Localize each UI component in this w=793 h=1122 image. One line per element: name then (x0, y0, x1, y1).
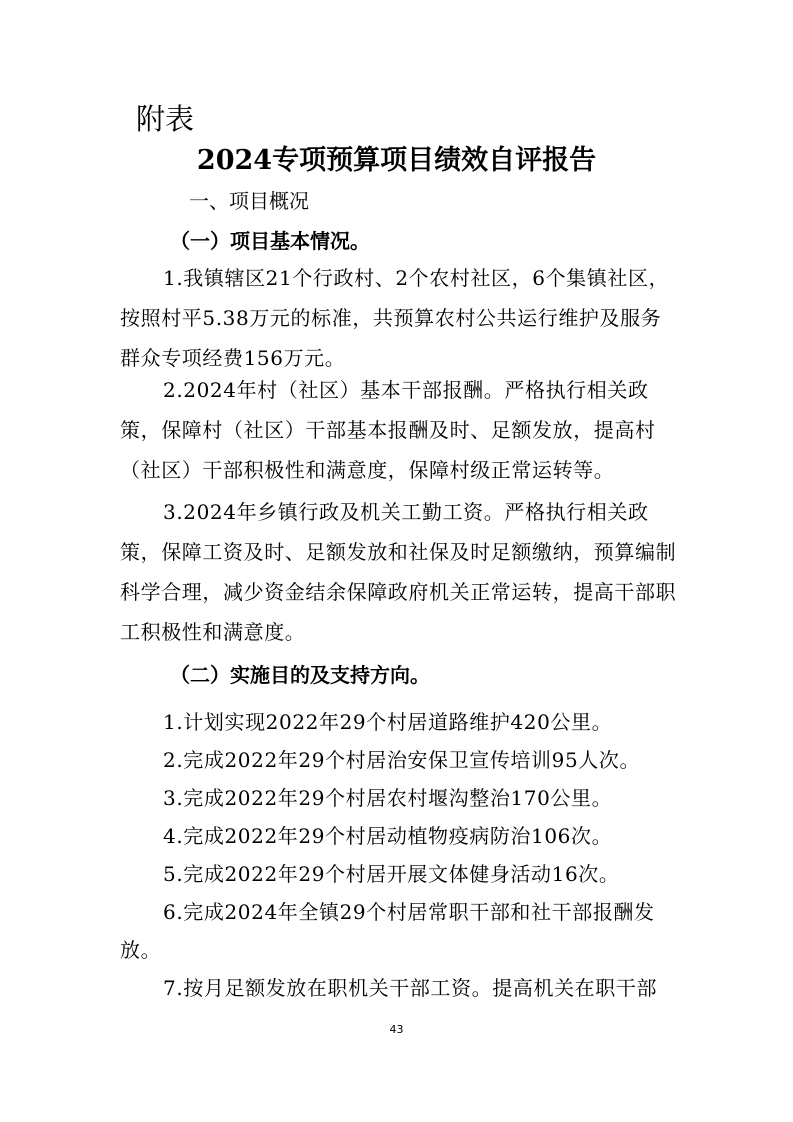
paragraph-2: 2.2024年村（社区）基本干部报酬。严格执行相关政策，保障村（社区）干部基本报酬及时、足额发放，提高村（社区）干部积极性和满意度，保障村级正常运转等。 (120, 378, 656, 482)
paragraph-1: 1.我镇辖区21个行政村、2个农村社区，6个集镇社区，按照村平5.38万元的标准，共预算农村公共运行维护及服务群众专项经费156万元。 (120, 266, 670, 370)
list-item: 1.计划实现2022年29个村居道路维护420公里。 (163, 710, 613, 734)
list-item: 7.按月足额发放在职机关干部工资。提高机关在职干部 (163, 976, 658, 1000)
paragraph-3: 3.2024年乡镇行政及机关工勤工资。严格执行相关政策，保障工资及时、足额发放和社保及时足额缴纳，预算编制科学合理，减少资金结余保障政府机关正常运转，提高干部职工积极性和满意度。 (120, 500, 677, 644)
subsection-heading-basic-info: （一）项目基本情况。 (170, 229, 370, 253)
attachment-label: 附表 (136, 102, 195, 136)
section-heading-overview: 一、项目概况 (189, 189, 309, 213)
list-item: 3.完成2022年29个村居农村堰沟整治170公里。 (163, 786, 613, 810)
list-item: 5.完成2022年29个村居开展文体健身活动16次。 (163, 862, 620, 886)
list-item: 6.完成2024年全镇29个村居常职干部和社干部报酬发放。 (120, 900, 655, 962)
list-item: 4.完成2022年29个村居动植物疫病防治106次。 (163, 824, 613, 848)
list-item: 2.完成2022年29个村居治安保卫宣传培训95人次。 (163, 748, 641, 772)
subsection-heading-purpose: （二）实施目的及支持方向。 (170, 663, 430, 687)
report-title: 2024专项预算项目绩效自评报告 (196, 145, 597, 176)
page-number: 43 (389, 1023, 404, 1036)
